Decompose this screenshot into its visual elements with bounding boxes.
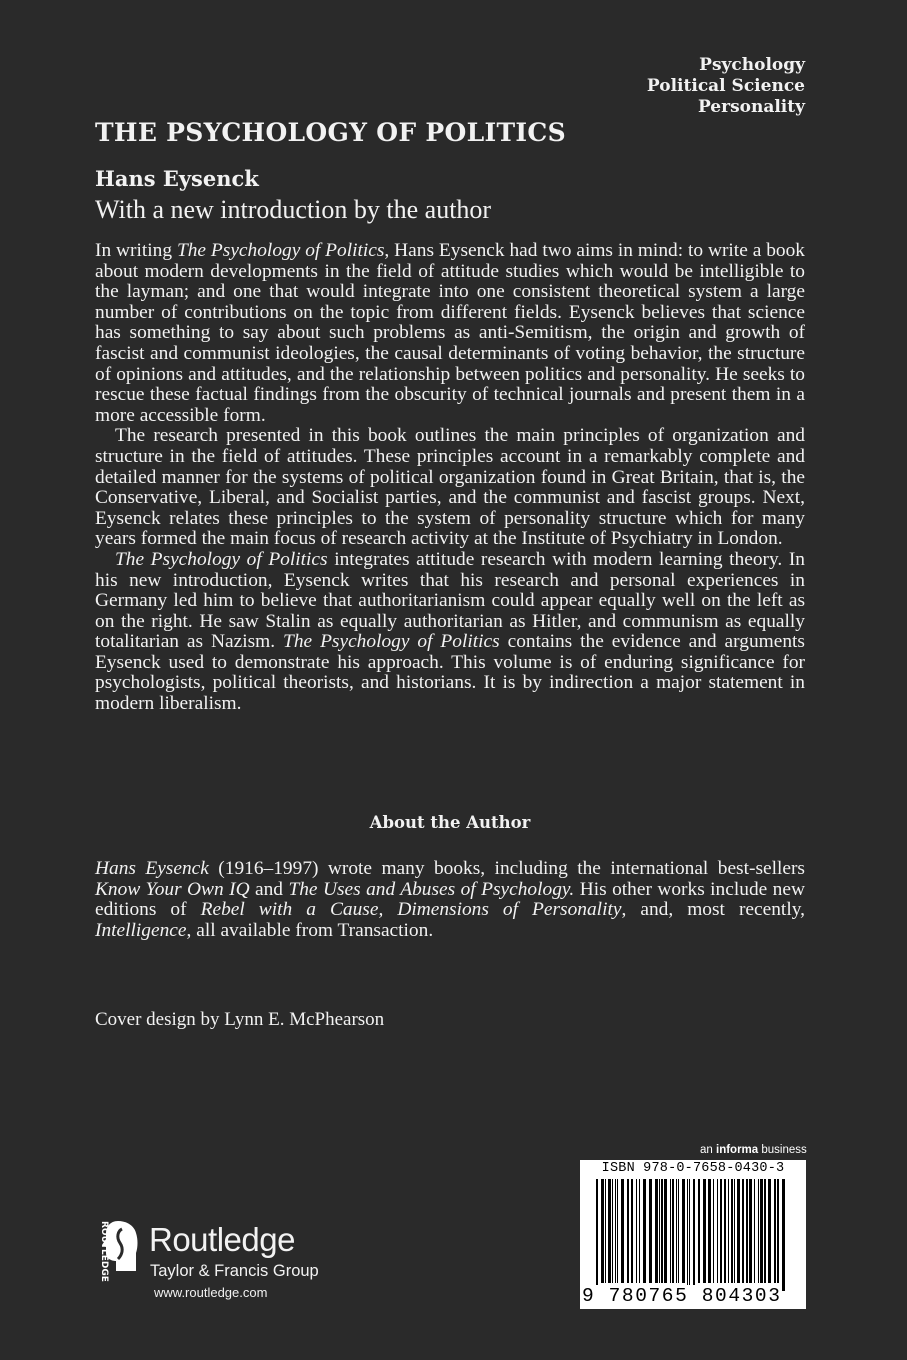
book-author: Hans Eysenck: [95, 166, 259, 191]
barcode-bar: [689, 1179, 690, 1291]
book-title-italic: The Psychology of Politics: [176, 240, 385, 261]
barcode-bar: [749, 1179, 752, 1283]
barcode-bar: [713, 1179, 714, 1283]
barcode-bar: [627, 1179, 629, 1283]
isbn-number: ISBN 978-0-7658-0430-3: [601, 1161, 785, 1176]
barcode-bar: [693, 1179, 695, 1291]
barcode-bar: [720, 1179, 722, 1283]
barcode-bar: [601, 1179, 604, 1283]
barcode-bar: [682, 1179, 685, 1283]
barcode-bar: [617, 1179, 618, 1283]
barcode-bar: [777, 1179, 779, 1283]
barcode-bar: [636, 1179, 637, 1283]
book-title-italic: The Psychology of Politics: [283, 631, 500, 653]
book-know-your-own-iq: Know Your Own IQ: [95, 878, 250, 900]
barcode-bars: [586, 1179, 798, 1291]
book-description: [95, 241, 805, 715]
subject-personality: Personality: [697, 97, 805, 117]
barcode-bar: [615, 1179, 616, 1283]
barcode-bar: [661, 1179, 663, 1283]
subject-categories: [647, 55, 805, 118]
barcode-bar: [760, 1179, 763, 1283]
barcode-bar: [672, 1179, 674, 1283]
barcode-bar: [717, 1179, 718, 1283]
barcode-bar: [764, 1179, 766, 1283]
subject-political-science: Political Science: [646, 76, 805, 96]
barcode-bar: [678, 1179, 679, 1283]
barcode-bar: [655, 1179, 658, 1283]
publisher-group: Taylor & Francis Group: [150, 1262, 319, 1280]
publisher-name: Routledge: [149, 1221, 295, 1258]
description-paragraph-3: The Psychology of Politics integrates attitude research with modern learning theory. In his new introduction, Eysenck writes that his research and personal experiences in Germany led him to believe that authoritarianism could appear equally well on the left as on the right. He saw Stalin as equally authoritarian as Hitler, and communism as equally totalitarian as Nazism. The Psychology of Politics contains the evidence and arguments Eysenck used to demonstrate his approach. This volume is of enduring significance for psychologists, political theorists, and historians. It is by indirection a major statement in modern liberalism.: [95, 548, 805, 715]
barcode-bar: [758, 1179, 759, 1283]
barcode-bar: [687, 1179, 688, 1291]
ean-digits: 9 780765 804303: [582, 1285, 782, 1307]
barcode-bar: [596, 1179, 598, 1291]
barcode-bar: [774, 1179, 776, 1283]
barcode-bar: [659, 1179, 660, 1283]
informa-brand: informa: [716, 1144, 759, 1156]
description-paragraph-1: In writing The Psychology of Politics, Hans Eysenck had two aims in mind: to write a book about modern developments in the field of attitude studies which would be intelligible to the layman; and one that would integrate into one consistent theoretical system a large number of contributions on the topic from different fields. Eysenck believes that science has something to say about such problems as anti-Semitism, the origin and growth of fascist and communist ideologies, the causal determinants of voting behavior, the structure of opinions and attitudes, and the relationship between politics and personality. He seeks to rescue these factual findings from the obscurity of technical journals and present them in a more accessible form.: [95, 240, 805, 426]
barcode-bar: [676, 1179, 677, 1283]
barcode-bar: [782, 1179, 785, 1291]
routledge-logo-icon: [92, 1219, 140, 1291]
barcode-bar: [708, 1179, 711, 1283]
barcode-bar: [768, 1179, 771, 1283]
barcode-bar: [737, 1179, 740, 1283]
barcode-bar: [670, 1179, 671, 1283]
barcode-bar: [754, 1179, 755, 1283]
book-rebel-dimensions: Rebel with a Cause, Dimensions of Personality: [200, 899, 622, 921]
barcode-bar: [649, 1179, 652, 1283]
routledge-logo-vertical-text: ROUTLEDGE: [99, 1221, 109, 1282]
barcode-bar: [605, 1179, 606, 1283]
informa-tagline: an informa business: [700, 1144, 807, 1156]
publisher-url: www.routledge.com: [154, 1285, 268, 1300]
barcode-bar: [724, 1179, 726, 1283]
cover-design-credit: Cover design by Lynn E. McPhearson: [95, 1009, 385, 1030]
barcode-bar: [728, 1179, 729, 1283]
book-subtitle: With a new introduction by the author: [95, 195, 492, 224]
author-name-italic: Hans Eysenck: [95, 858, 209, 879]
book-title: THE PSYCHOLOGY OF POLITICS: [95, 118, 566, 147]
barcode-bar: [698, 1179, 700, 1283]
barcode-bar: [742, 1179, 744, 1283]
barcode-bar: [608, 1179, 611, 1283]
publisher-block: [92, 1219, 352, 1309]
about-author-text: Hans Eysenck (1916–1997) wrote many books, including the international best-sellers Know Your Own IQ and The Uses and Abuses of Psychology. His other works include new editions of Rebel with a Cause, Dimensions of Personality, and, most recently, Intelligence, all available from Transaction.: [95, 858, 805, 941]
barcode-bar: [639, 1179, 640, 1283]
book-title-italic: The Psychology of Politics: [115, 548, 328, 570]
barcode-bar: [734, 1179, 735, 1283]
barcode-bar: [621, 1179, 624, 1283]
barcode-bar: [703, 1179, 706, 1283]
description-paragraph-2: The research presented in this book outlines the main principles of organization and structure in the field of attitudes. These principles account in a remarkably complete and detailed manner for the systems of political organization found in Great Britain, that is, the Conservative, Liberal, and Socialist parties, and the communist and fascist groups. Next, Eysenck relates these principles to the system of personality structure which for many years formed the main focus of research activity at the Institute of Psychiatry in London.: [95, 425, 805, 550]
barcode-bar: [746, 1179, 748, 1283]
barcode-bar: [664, 1179, 667, 1283]
subject-psychology: Psychology: [699, 55, 805, 75]
barcode-bar: [612, 1179, 613, 1283]
barcode-bar: [643, 1179, 646, 1283]
book-uses-and-abuses: The Uses and Abuses of Psychology.: [288, 878, 575, 900]
book-intelligence: Intelligence: [95, 919, 187, 941]
barcode-bar: [731, 1179, 733, 1283]
isbn-barcode: [580, 1160, 806, 1309]
barcode-bar: [631, 1179, 633, 1283]
about-author-heading: About the Author: [369, 813, 531, 832]
